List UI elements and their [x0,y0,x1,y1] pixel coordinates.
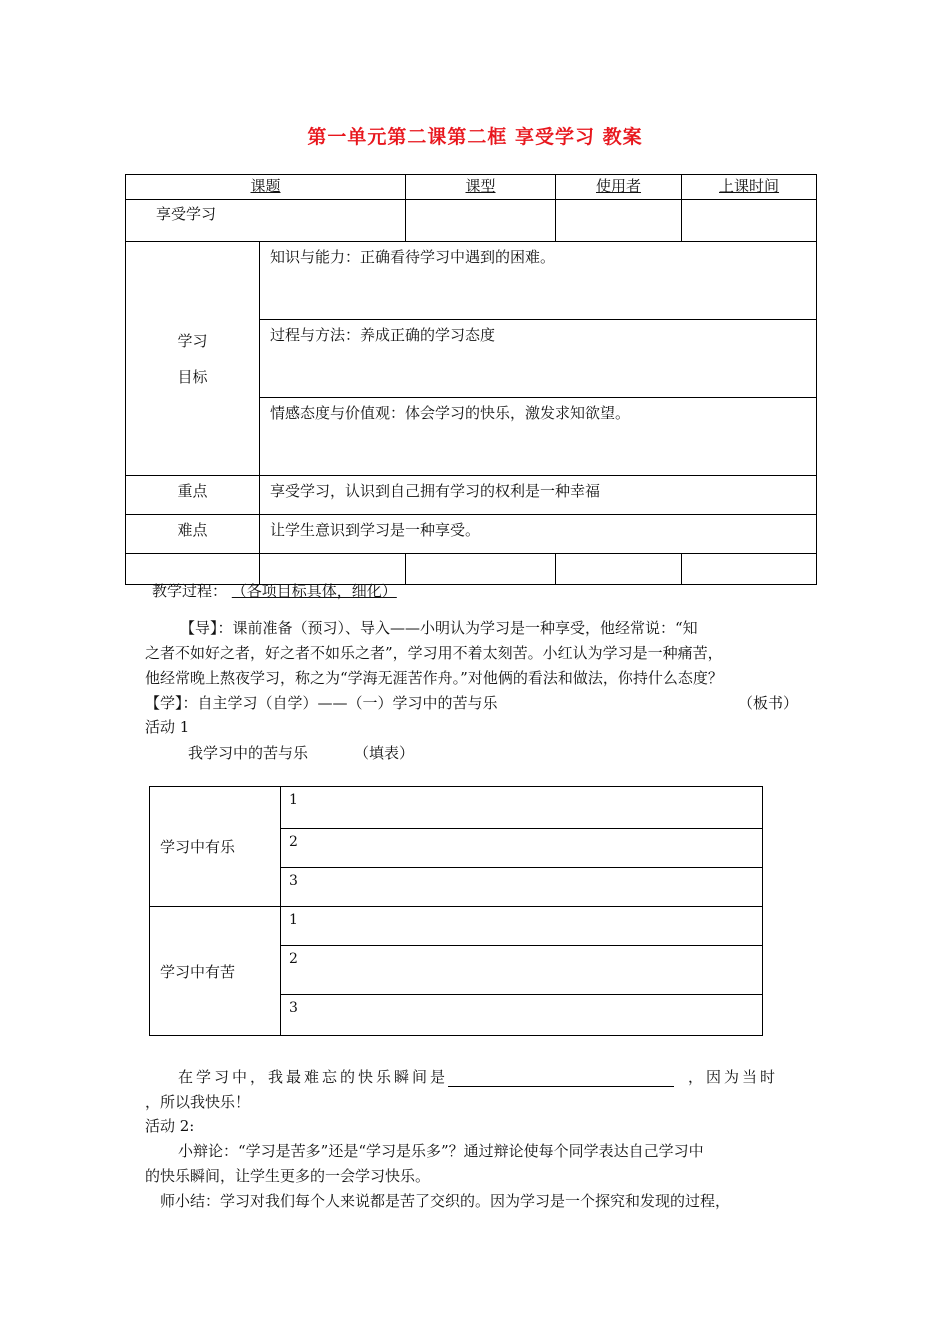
joy-item-3[interactable]: 3 [281,868,763,907]
plan-topic-row [126,200,817,242]
key-point-label: 重点 [126,476,260,515]
happy-moment-line [178,1066,778,1087]
table-row [150,907,763,946]
empty-cell [682,554,817,585]
topic-value: 享受学习 [126,200,406,242]
activity2-label: 活动 2: [145,1117,195,1135]
intro-line-3: 他经常晚上熬夜学习，称之为“学海无涯苦作舟。”对他俩的看法和做法，你持什么态度？ [145,669,723,687]
key-point-row [126,476,817,515]
key-point-text: 享受学习，认识到自己拥有学习的权利是一种幸福 [260,476,817,515]
board-note: （板书） [738,694,799,712]
objective-process: 过程与方法：养成正确的学习态度 [260,320,817,398]
user-value [556,200,682,242]
objective-emotion: 情感态度与价值观：体会学习的快乐，激发求知欲望。 [260,398,817,476]
plan-header-row [126,175,817,200]
pain-group-label: 学习中有苦 [150,907,281,1036]
intro-line-1: 【导】：课前准备（预习）、导入——小明认为学习是一种享受，他经常说：“知 [180,619,698,637]
activity1-fill-note: （填表） [354,744,415,762]
document-title: 第一单元第二课第二框 享受学习 教案 [307,126,643,148]
study-line: 【学】：自主学习（自学）——（一）学习中的苦与乐 [145,694,498,712]
pain-item-3[interactable]: 3 [281,995,763,1036]
objectives-label-line2: 目标 [177,367,208,386]
pain-item-2[interactable]: 2 [281,946,763,995]
debate-line-1: 小辩论：“学习是苦多”还是“学习是乐多”？通过辩论使每个同学表达自己学习中 [178,1142,704,1160]
happy-moment-before: 在学习中，我最难忘的快乐瞬间是 [178,1068,449,1086]
joy-item-1[interactable]: 1 [281,787,763,829]
teaching-process-note: （各项目标具体，细化） [231,582,397,600]
lesson-plan-table [125,174,817,585]
difficulty-label: 难点 [126,515,260,554]
difficulty-text: 让学生意识到学习是一种享受。 [260,515,817,554]
difficulty-row [126,515,817,554]
objective-knowledge: 知识与能力：正确看待学习中遇到的困难。 [260,242,817,320]
activity1-subtitle: 我学习中的苦与乐 [188,744,309,762]
type-value [406,200,556,242]
joy-item-2[interactable]: 2 [281,829,763,868]
table-row [150,787,763,829]
teaching-process-label: 教学过程： [152,582,228,600]
objectives-label-line1: 学习 [177,331,208,350]
joy-pain-fill-table [149,786,763,1036]
header-user: 使用者 [556,175,682,200]
empty-cell [556,554,682,585]
objective-row-1 [126,242,817,320]
teaching-process-line [152,580,397,601]
empty-cell [406,554,556,585]
pain-item-1[interactable]: 1 [281,907,763,946]
header-topic: 课题 [126,175,406,200]
activity1-label: 活动 1 [145,718,190,736]
happy-moment-line2: ，所以我快乐！ [145,1093,251,1111]
debate-line-2: 的快乐瞬间，让学生更多的一会学习快乐。 [145,1167,431,1185]
happy-moment-blank[interactable] [448,1070,674,1087]
joy-group-label: 学习中有乐 [150,787,281,907]
header-time: 上课时间 [682,175,817,200]
objectives-label [126,242,260,476]
header-type: 课型 [406,175,556,200]
happy-moment-after: ，因为当时 [688,1068,779,1086]
intro-line-2: 之者不如好之者，好之者不如乐之者”，学习用不着太刻苦。小红认为学习是一种痛苦， [145,644,723,662]
time-value [682,200,817,242]
teacher-summary: 师小结：学习对我们每个人来说都是苦了交织的。因为学习是一个探究和发现的过程， [160,1192,731,1210]
